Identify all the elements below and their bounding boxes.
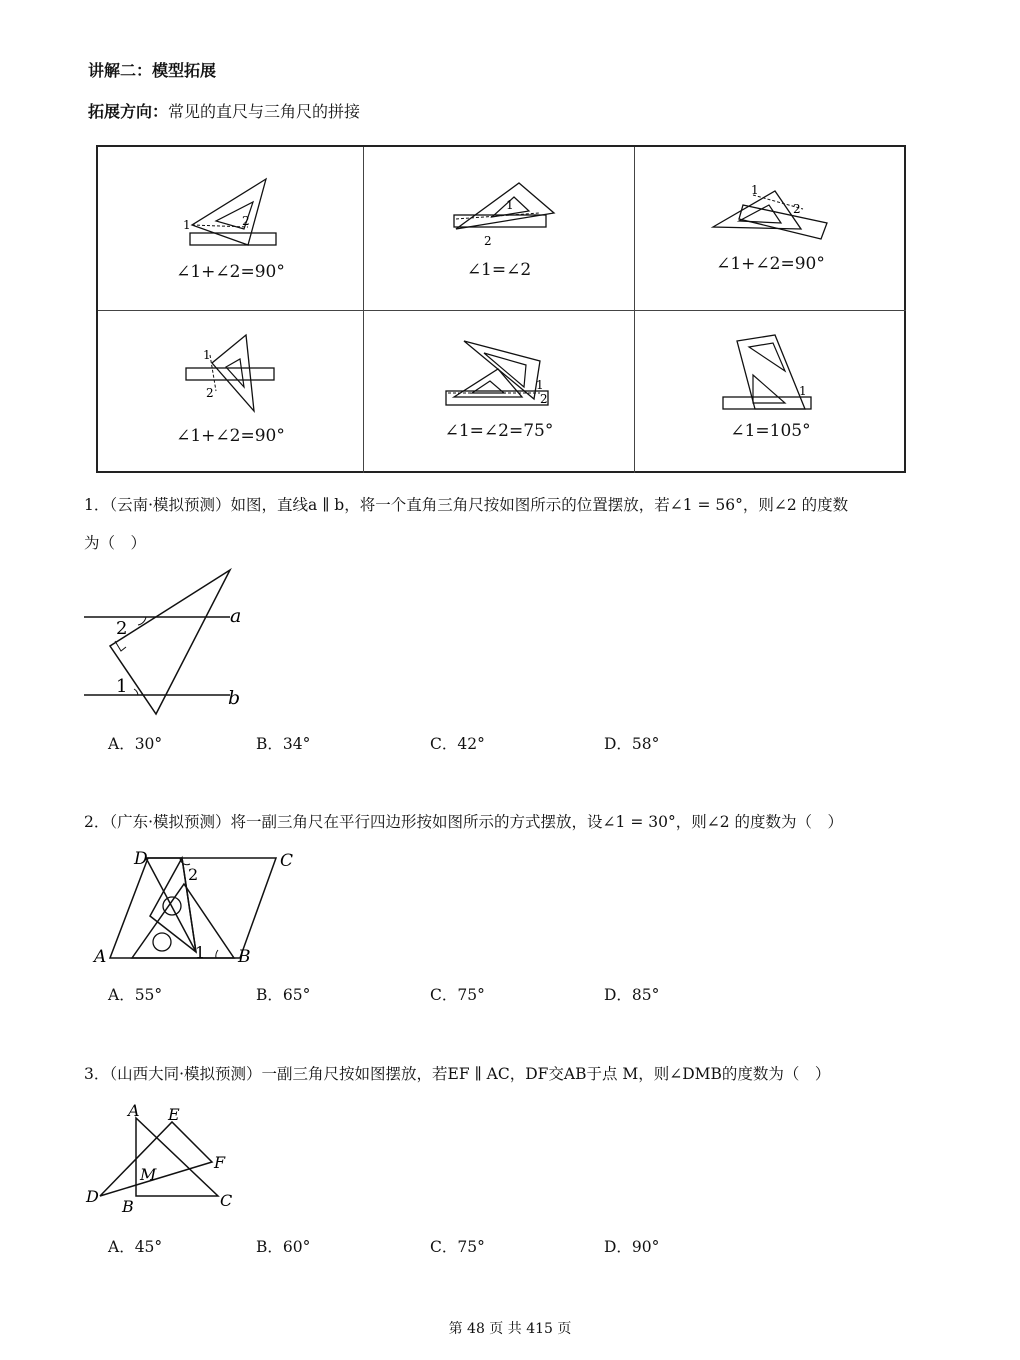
- model-cell-5: [364, 311, 635, 473]
- question-1-figure: [80, 562, 260, 722]
- svg-text:1: 1: [751, 183, 759, 197]
- vertex-e-label: E: [168, 1105, 180, 1124]
- q3-option-b[interactable]: B．60°: [256, 1238, 311, 1256]
- expansion-label: 拓展方向：: [88, 102, 169, 121]
- q1-option-b[interactable]: B．34°: [256, 735, 311, 753]
- svg-text:2: 2: [242, 214, 250, 228]
- q1-option-a[interactable]: A．30°: [108, 735, 163, 753]
- model-cell-3: [635, 147, 906, 311]
- model-formula: ∠1+∠2=90°: [176, 426, 285, 446]
- svg-text:2: 2: [484, 234, 492, 248]
- ruler-triangle-figure-3: [635, 147, 906, 311]
- q2-option-d[interactable]: D．85°: [604, 986, 660, 1004]
- model-cell-4: [98, 311, 364, 473]
- q3-option-a[interactable]: A．45°: [108, 1238, 163, 1256]
- model-table: [96, 145, 906, 473]
- svg-text:1: 1: [536, 378, 544, 392]
- model-cell-1: [98, 147, 364, 311]
- vertex-c-label: C: [280, 851, 294, 871]
- page-footer: 第 48 页 共 415 页: [448, 1321, 572, 1337]
- q3-option-d[interactable]: D．90°: [604, 1238, 660, 1256]
- ruler-triangle-figure-5: [364, 311, 635, 473]
- question-stem: （山西大同·模拟预测）一副三角尺按如图摆放，若EF ∥ AC，DF交AB于点 M，则∠DMB的度数为（ ）: [109, 1065, 831, 1083]
- vertex-a-label: A: [128, 1101, 140, 1120]
- vertex-a-label: A: [94, 947, 107, 967]
- model-formula: ∠1+∠2=90°: [176, 262, 285, 282]
- question-stem-continued: 为（ ）: [84, 534, 147, 552]
- question-1: [84, 486, 944, 562]
- question-number: 1．: [84, 496, 110, 514]
- q2-option-a[interactable]: A．55°: [108, 986, 163, 1004]
- vertex-b-label: B: [238, 947, 251, 967]
- svg-text:2: 2: [540, 392, 548, 406]
- ruler-triangle-figure-1: [98, 147, 364, 311]
- svg-text:1: 1: [799, 384, 807, 398]
- q1-option-d[interactable]: D．58°: [604, 735, 660, 753]
- model-cell-6: [635, 311, 906, 473]
- expansion-text: 常见的直尺与三角尺的拼接: [168, 102, 361, 121]
- vertex-f-label: F: [214, 1153, 226, 1172]
- model-formula: ∠1=105°: [730, 421, 811, 441]
- model-formula: ∠1=∠2: [466, 260, 532, 280]
- question-2: [84, 803, 944, 841]
- question-3: [84, 1055, 944, 1093]
- q2-option-c[interactable]: C．75°: [430, 986, 485, 1004]
- angle-2-label: 2: [188, 865, 199, 884]
- svg-text:2: 2: [793, 202, 801, 216]
- angle-1-label: 1: [195, 943, 206, 962]
- vertex-b-label: B: [122, 1197, 134, 1216]
- q2-option-b[interactable]: B．65°: [256, 986, 311, 1004]
- model-formula: ∠1+∠2=90°: [716, 254, 825, 274]
- angle-1-label: 1: [116, 676, 128, 697]
- ruler-triangle-figure-4: [98, 311, 364, 473]
- svg-text:1: 1: [183, 218, 191, 232]
- vertex-d-label: D: [86, 1187, 99, 1206]
- ruler-triangle-figure-6: [635, 311, 906, 473]
- question-3-figure: [80, 1098, 250, 1218]
- line-a-label: a: [230, 605, 242, 627]
- question-number: 2．: [84, 813, 110, 831]
- line-b-label: b: [228, 687, 241, 709]
- question-2-figure: [86, 844, 306, 970]
- svg-text:2: 2: [206, 386, 214, 400]
- svg-text:1: 1: [203, 348, 211, 362]
- question-number: 3．: [84, 1065, 110, 1083]
- q3-option-c[interactable]: C．75°: [430, 1238, 485, 1256]
- question-stem: （广东·模拟预测）将一副三角尺在平行四边形按如图所示的方式摆放，设∠1 = 30°，则∠2 的度数为（ ）: [109, 813, 843, 831]
- model-formula: ∠1=∠2=75°: [444, 421, 554, 441]
- expansion-direction: [88, 99, 360, 122]
- question-stem: （云南·模拟预测）如图，直线a ∥ b，将一个直角三角尺按如图所示的位置摆放，若∠1 = 56°，则∠2 的度数: [109, 496, 849, 514]
- angle-2-label: 2: [116, 618, 128, 639]
- q1-option-c[interactable]: C．42°: [430, 735, 485, 753]
- section-heading: 讲解二：模型拓展: [88, 61, 217, 80]
- model-cell-2: [364, 147, 635, 311]
- ruler-triangle-figure-2: [364, 147, 635, 311]
- svg-text:1: 1: [506, 198, 514, 212]
- point-m-label: M: [140, 1165, 157, 1184]
- vertex-c-label: C: [220, 1191, 233, 1210]
- vertex-d-label: D: [134, 849, 148, 869]
